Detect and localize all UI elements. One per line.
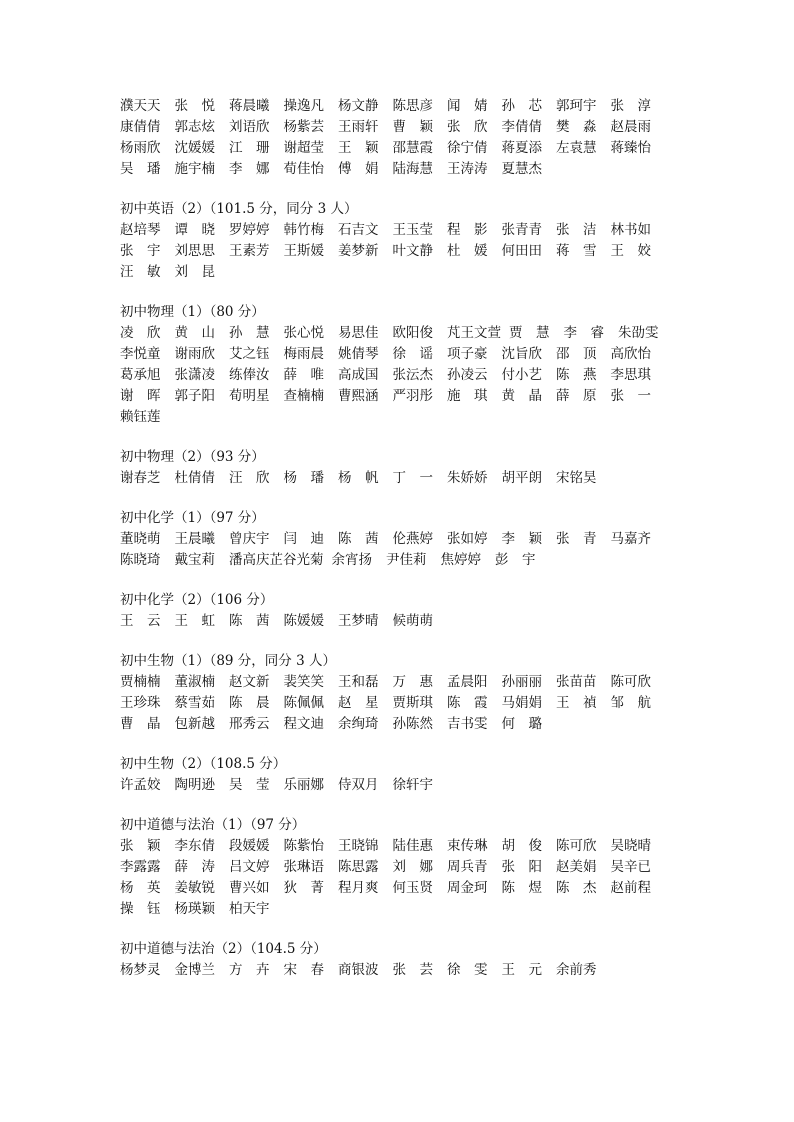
student-name: 郭子阳 <box>174 388 215 404</box>
student-name: 樊 淼 <box>556 119 597 135</box>
student-name: 乐丽娜 <box>283 777 324 793</box>
student-name: 陈晓琦 <box>120 552 161 568</box>
student-name: 杨紫芸 <box>283 119 324 135</box>
student-name: 薛 原 <box>556 388 597 404</box>
student-name: 张 阳 <box>501 859 542 875</box>
student-name: 王梦晴 <box>338 613 379 629</box>
section-heading: 初中化学（2）（106 分） <box>120 592 274 608</box>
student-name: 陈 杰 <box>556 880 597 896</box>
student-name: 胡平朗 <box>501 470 542 486</box>
student-name: 陈可欣 <box>610 674 651 690</box>
student-name: 狄 菁 <box>283 880 324 896</box>
student-name: 余绚琦 <box>338 716 379 732</box>
student-name: 陈 霞 <box>447 695 488 711</box>
student-name: 万 惠 <box>392 674 433 690</box>
score-section <box>120 815 680 920</box>
student-name: 练俸汝 <box>229 367 270 383</box>
student-name: 陆海慧 <box>392 161 433 177</box>
student-name: 李倩倩 <box>501 119 542 135</box>
score-section <box>120 590 680 632</box>
student-name: 操 钰 <box>120 901 161 917</box>
student-name: 刘语欣 <box>229 119 270 135</box>
name-row <box>120 672 680 693</box>
student-name: 谭 晓 <box>174 222 215 238</box>
student-name: 陈思露 <box>338 859 379 875</box>
student-name: 谢春芝 <box>120 470 161 486</box>
student-name: 陈佩佩 <box>283 695 324 711</box>
score-section <box>120 302 680 428</box>
score-section <box>120 939 680 981</box>
student-name: 李东倩 <box>174 838 215 854</box>
student-name: 王涛涛 <box>447 161 488 177</box>
name-row <box>120 407 680 428</box>
student-name: 朱劭雯 <box>618 325 659 341</box>
student-name: 马娟娟 <box>501 695 542 711</box>
student-name: 蔡雪茹 <box>174 695 215 711</box>
student-name: 韩竹梅 <box>283 222 324 238</box>
student-name: 邵慧霞 <box>392 140 433 156</box>
student-name: 陶明逊 <box>174 777 215 793</box>
student-name: 裴笑笑 <box>283 674 324 690</box>
student-name: 王 颖 <box>338 140 379 156</box>
student-name: 杜倩倩 <box>174 470 215 486</box>
student-name: 邹 航 <box>610 695 651 711</box>
student-name: 郭志炫 <box>174 119 215 135</box>
student-name: 张 洁 <box>556 222 597 238</box>
student-name: 张苗苗 <box>556 674 597 690</box>
student-name: 柏天宇 <box>229 901 270 917</box>
student-name: 石吉文 <box>338 222 379 238</box>
student-name: 余前秀 <box>556 962 597 978</box>
section-heading: 初中生物（2）（108.5 分） <box>120 756 287 772</box>
student-name: 蒋臻怡 <box>610 140 651 156</box>
student-name: 陈媛媛 <box>283 613 324 629</box>
student-name: 杨文静 <box>338 98 379 114</box>
student-name: 芃王文萱 <box>447 325 501 341</box>
student-name: 方 卉 <box>229 962 270 978</box>
student-name: 郭珂宇 <box>556 98 597 114</box>
student-name: 蒋 雪 <box>556 243 597 259</box>
student-name: 王 虹 <box>174 613 215 629</box>
student-name: 徐 雯 <box>447 962 488 978</box>
student-name: 程 影 <box>447 222 488 238</box>
student-name: 李思琪 <box>610 367 651 383</box>
student-name: 杨瑛颖 <box>174 901 215 917</box>
name-row <box>120 117 680 138</box>
student-name: 黄 山 <box>174 325 215 341</box>
student-name: 陈紫怡 <box>283 838 324 854</box>
student-name: 李 娜 <box>229 161 270 177</box>
student-name: 赵文新 <box>229 674 270 690</box>
student-name: 马嘉齐 <box>610 531 651 547</box>
student-name: 杨梦灵 <box>120 962 161 978</box>
student-name: 程文迪 <box>283 716 324 732</box>
student-name: 王晨曦 <box>174 531 215 547</box>
score-section <box>120 508 680 571</box>
name-row <box>120 323 680 344</box>
name-row <box>120 138 680 159</box>
student-name: 梅雨晨 <box>283 346 324 362</box>
student-name: 侍双月 <box>338 777 379 793</box>
student-name: 张 宇 <box>120 243 161 259</box>
student-name: 王和磊 <box>338 674 379 690</box>
student-name: 濮天天 <box>120 98 161 114</box>
score-section <box>120 651 680 735</box>
score-section <box>120 199 680 283</box>
student-name: 凌 欣 <box>120 325 161 341</box>
student-name: 陈 茜 <box>229 613 270 629</box>
student-name: 杜 媛 <box>447 243 488 259</box>
student-name: 曹 晶 <box>120 716 161 732</box>
student-name: 汪 敏 <box>120 264 161 280</box>
student-name: 高成国 <box>338 367 379 383</box>
name-row <box>120 836 680 857</box>
student-name: 赵美娟 <box>556 859 597 875</box>
student-name: 孙凌云 <box>447 367 488 383</box>
student-name: 贾斯琪 <box>392 695 433 711</box>
name-row <box>120 386 680 407</box>
student-name: 贾楠楠 <box>120 674 161 690</box>
student-name: 黄 晶 <box>501 388 542 404</box>
student-name: 张心悦 <box>283 325 324 341</box>
student-name: 姜梦新 <box>338 243 379 259</box>
section-heading: 初中道德与法治（1）（97 分） <box>120 817 306 833</box>
student-name: 叶文静 <box>392 243 433 259</box>
student-name: 杨 璠 <box>283 470 324 486</box>
student-name: 张 一 <box>610 388 651 404</box>
student-name: 易思佳 <box>338 325 379 341</box>
name-row <box>120 344 680 365</box>
student-name: 孙 芯 <box>501 98 542 114</box>
student-name: 江 珊 <box>229 140 270 156</box>
student-name: 杨 英 <box>120 880 161 896</box>
student-name: 何田田 <box>501 243 542 259</box>
student-name: 夏慧杰 <box>501 161 542 177</box>
student-name: 王 元 <box>501 962 542 978</box>
student-name: 刘思思 <box>174 243 215 259</box>
student-name: 曹 颖 <box>392 119 433 135</box>
student-name: 艾之钰 <box>229 346 270 362</box>
student-name: 王珍珠 <box>120 695 161 711</box>
student-name: 徐轩宇 <box>392 777 433 793</box>
student-name: 张青青 <box>501 222 542 238</box>
student-name: 谢超莹 <box>283 140 324 156</box>
student-name: 金博兰 <box>174 962 215 978</box>
student-name: 董晓萌 <box>120 531 161 547</box>
student-name: 周金珂 <box>447 880 488 896</box>
name-row <box>120 611 680 632</box>
student-name: 李 颖 <box>501 531 542 547</box>
student-name: 王 姣 <box>610 243 651 259</box>
student-name: 项子豪 <box>447 346 488 362</box>
student-name: 赵前程 <box>610 880 651 896</box>
student-name: 徐宁倩 <box>447 140 488 156</box>
student-name: 张如婷 <box>447 531 488 547</box>
name-row <box>120 714 680 735</box>
student-name: 戴宝莉 <box>174 552 215 568</box>
student-name: 李悦童 <box>120 346 161 362</box>
name-row <box>120 775 680 796</box>
student-name: 高欣怡 <box>610 346 651 362</box>
student-name: 张 颖 <box>120 838 161 854</box>
student-name: 宋铭昊 <box>556 470 597 486</box>
section-heading: 初中道德与法治（2）（104.5 分） <box>120 941 327 957</box>
student-name: 张 芸 <box>392 962 433 978</box>
student-name: 王斯媛 <box>283 243 324 259</box>
student-name: 周兵青 <box>447 859 488 875</box>
student-name: 陈 晨 <box>229 695 270 711</box>
student-name: 汪 欣 <box>229 470 270 486</box>
student-name: 王 云 <box>120 613 161 629</box>
student-name: 严羽彤 <box>392 388 433 404</box>
student-name: 孙陈然 <box>392 716 433 732</box>
document-body <box>120 96 680 1000</box>
student-name: 李 睿 <box>563 325 604 341</box>
student-name: 丁 一 <box>392 470 433 486</box>
student-name: 谢 晖 <box>120 388 161 404</box>
student-name: 孟晨阳 <box>447 674 488 690</box>
student-name: 邵 顶 <box>556 346 597 362</box>
student-name: 吉书雯 <box>447 716 488 732</box>
student-name: 赵培琴 <box>120 222 161 238</box>
name-row <box>120 468 680 489</box>
student-name: 姜敏锐 <box>174 880 215 896</box>
student-name: 尹佳莉 <box>386 552 427 568</box>
student-name: 施 琪 <box>447 388 488 404</box>
student-name: 康倩倩 <box>120 119 161 135</box>
student-name: 焦婷婷 <box>440 552 481 568</box>
name-row <box>120 878 680 899</box>
student-name: 候萌萌 <box>392 613 433 629</box>
student-name: 闫 迪 <box>283 531 324 547</box>
student-name: 张潇凌 <box>174 367 215 383</box>
student-name: 朱娇娇 <box>447 470 488 486</box>
name-row <box>120 529 680 550</box>
student-name: 傅 娟 <box>338 161 379 177</box>
student-name: 吴晓晴 <box>610 838 651 854</box>
student-name: 张 欣 <box>447 119 488 135</box>
student-name: 吴 璠 <box>120 161 161 177</box>
name-row <box>120 159 680 180</box>
section-heading: 初中物理（1）（80 分） <box>120 304 265 320</box>
student-name: 董淑楠 <box>174 674 215 690</box>
score-section <box>120 447 680 489</box>
student-name: 徐 谣 <box>392 346 433 362</box>
student-name: 陈 茜 <box>338 531 379 547</box>
name-row <box>120 899 680 920</box>
student-name: 曾庆宇 <box>229 531 270 547</box>
student-name: 葛承旭 <box>120 367 161 383</box>
student-name: 闻 婧 <box>447 98 488 114</box>
student-name: 林书如 <box>610 222 651 238</box>
student-name: 姚倩琴 <box>338 346 379 362</box>
student-name: 程月爽 <box>338 880 379 896</box>
student-name: 张琳语 <box>283 859 324 875</box>
student-name: 余宵扬 <box>331 552 372 568</box>
student-name: 欧阳俊 <box>392 325 433 341</box>
section-heading: 初中物理（2）（93 分） <box>120 449 265 465</box>
student-name: 王玉莹 <box>392 222 433 238</box>
student-name: 吴辛已 <box>610 859 651 875</box>
student-name: 薛 唯 <box>283 367 324 383</box>
student-name: 左袁慧 <box>556 140 597 156</box>
student-name: 荀佳怡 <box>283 161 324 177</box>
student-name: 曹兴如 <box>229 880 270 896</box>
name-row <box>120 857 680 878</box>
name-row <box>120 96 680 117</box>
name-row <box>120 365 680 386</box>
student-name: 蒋晨曦 <box>229 98 270 114</box>
section-heading: 初中化学（1）（97 分） <box>120 510 265 526</box>
student-name: 查楠楠 <box>283 388 324 404</box>
student-name: 王 禎 <box>556 695 597 711</box>
student-name: 谢雨欣 <box>174 346 215 362</box>
student-name: 束传琳 <box>447 838 488 854</box>
student-name: 荀明星 <box>229 388 270 404</box>
student-name: 操逸凡 <box>283 98 324 114</box>
student-name: 张 青 <box>556 531 597 547</box>
name-row <box>120 550 680 571</box>
student-name: 王雨轩 <box>338 119 379 135</box>
student-name: 张 悦 <box>174 98 215 114</box>
section-heading: 初中英语（2）（101.5 分，同分 3 人） <box>120 201 358 217</box>
student-name: 李露露 <box>120 859 161 875</box>
student-name: 陈 燕 <box>556 367 597 383</box>
student-name: 潘高庆芷谷光菊 <box>229 552 324 568</box>
student-name: 孙丽丽 <box>501 674 542 690</box>
student-name: 胡 俊 <box>501 838 542 854</box>
student-name: 王素芳 <box>229 243 270 259</box>
student-name: 刘 娜 <box>392 859 433 875</box>
student-name: 蒋夏添 <box>501 140 542 156</box>
name-row <box>120 262 680 283</box>
student-name: 伦燕婷 <box>392 531 433 547</box>
student-name: 杨 帆 <box>338 470 379 486</box>
student-name: 陈 煜 <box>501 880 542 896</box>
student-name: 王晓锦 <box>338 838 379 854</box>
student-name: 赵晨雨 <box>610 119 651 135</box>
score-section <box>120 96 680 180</box>
score-section <box>120 754 680 796</box>
student-name: 吴 莹 <box>229 777 270 793</box>
student-name: 何 璐 <box>501 716 542 732</box>
student-name: 张沄杰 <box>392 367 433 383</box>
student-name: 贾 慧 <box>509 325 550 341</box>
student-name: 吕文婷 <box>229 859 270 875</box>
name-row <box>120 960 680 981</box>
student-name: 陆佳惠 <box>392 838 433 854</box>
student-name: 孙 慧 <box>229 325 270 341</box>
student-name: 罗婷婷 <box>229 222 270 238</box>
student-name: 沈旨欣 <box>501 346 542 362</box>
name-row <box>120 693 680 714</box>
student-name: 陈思彦 <box>392 98 433 114</box>
student-name: 何玉贤 <box>392 880 433 896</box>
student-name: 陈可欣 <box>556 838 597 854</box>
student-name: 付小艺 <box>501 367 542 383</box>
student-name: 邢秀云 <box>229 716 270 732</box>
name-row <box>120 241 680 262</box>
student-name: 赖钰莲 <box>120 409 161 425</box>
name-row <box>120 220 680 241</box>
student-name: 宋 春 <box>283 962 324 978</box>
student-name: 施宇楠 <box>174 161 215 177</box>
section-heading: 初中生物（1）（89 分，同分 3 人） <box>120 653 336 669</box>
student-name: 段媛媛 <box>229 838 270 854</box>
student-name: 赵 星 <box>338 695 379 711</box>
student-name: 包新越 <box>174 716 215 732</box>
student-name: 杨雨欣 <box>120 140 161 156</box>
student-name: 商银波 <box>338 962 379 978</box>
student-name: 薛 涛 <box>174 859 215 875</box>
student-name: 刘 昆 <box>174 264 215 280</box>
student-name: 许孟姣 <box>120 777 161 793</box>
student-name: 曹熙涵 <box>338 388 379 404</box>
student-name: 彭 宇 <box>495 552 536 568</box>
student-name: 张 淳 <box>610 98 651 114</box>
student-name: 沈媛媛 <box>174 140 215 156</box>
